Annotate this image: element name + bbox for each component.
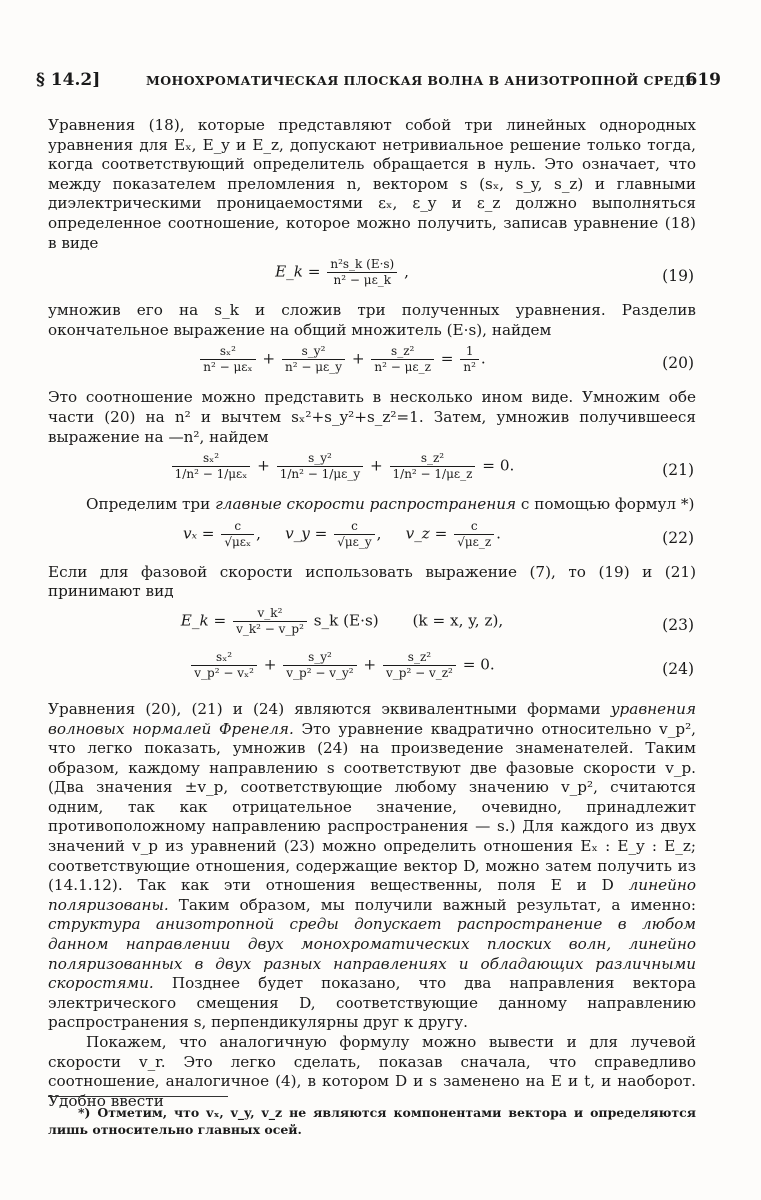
paragraph-2: умножив его на s_k и сложив три полученных уравнения. Разделив окончательное выражение на общий множитель (E·s), найдем <box>48 301 696 339</box>
eq20-t1-den: n² − μεₓ <box>203 360 253 375</box>
eq24-t3-num: s_z² <box>383 650 456 666</box>
eq20-t2-den: n² − με_y <box>284 360 343 375</box>
eq23-number: (23) <box>662 616 694 635</box>
paragraph-3: Это соотношение можно представить в несколько ином виде. Умножим обе части (20) на n² и вычтем sₓ²+s_y²+s_z²=1. Затем, умножив получившееся выражение на —n², найдем <box>48 388 696 446</box>
eq19-number: (19) <box>662 267 694 286</box>
eq23-den: v_k² − v_p² <box>236 621 304 636</box>
eq22-vz: v_z = <box>405 524 448 543</box>
eq22-vx: vₓ = <box>182 524 215 543</box>
page-number: 619 <box>685 70 721 90</box>
eq21-t1-num: sₓ² <box>172 451 251 467</box>
paragraph-6-a: Уравнения (20), (21) и (24) являются эквивалентными формами <box>48 699 611 718</box>
eq24-t1-num: sₓ² <box>191 650 257 666</box>
equation-24: $\frac{\text{sₓ²}}{\text{v\_p² − vₓ²}}$ + $\frac{\text{s\_y²}}{\text{v\_p² − v\_y²}}$ + $\frac{\text{s\_z²}}{\text{v\_p² − v\_z²}}$ = 0. (24) <box>48 650 696 690</box>
eq21-number: (21) <box>662 461 694 480</box>
page-header <box>36 70 721 94</box>
footnote: *) Отметим, что vₓ, v_y, v_z не являются компонентами вектора и определяются лишь относительно главных осей. <box>48 1105 696 1137</box>
equation-20: $\frac{\text{sₓ²}}{\text{n² − μεₓ}}$ + $\frac{\text{s\_y²}}{\text{n² − με\_y}}$ + $\frac{\text{s\_z²}}{\text{n² − με\_z}}$ = $\frac{1}{\text{n²}}$ . (20) <box>48 344 696 384</box>
eq24-t2-den: v_p² − v_y² <box>286 665 354 680</box>
eq21-t3-num: s_z² <box>390 451 476 467</box>
paragraph-6-emphasis-2: линейно поляризованы. <box>48 876 696 914</box>
paragraph-4-emphasis: главные скорости распространения <box>215 495 517 514</box>
paragraph-4-pre: Определим три <box>86 495 216 514</box>
eq20-t1-num: sₓ² <box>200 344 255 360</box>
paragraph-7: Покажем, что аналогичную формулу можно вывести и для лучевой скорости v_r. Это легко сделать, показав сначала, что справедливо соотношение, аналогичное (4), в котором D и s заменено на E и t, и наоборот. Удобно ввести <box>48 1033 696 1110</box>
eq19-tail: , <box>404 262 409 281</box>
eq21-rhs: = 0. <box>482 456 515 475</box>
eq22-number: (22) <box>662 528 694 547</box>
eq22-vx-num: c <box>221 519 254 535</box>
paragraph-5: Если для фазовой скорости использовать выражение (7), то (19) и (21) принимают вид <box>48 562 696 601</box>
eq22-vy: v_y = <box>285 524 328 543</box>
paragraph-6-emphasis-1: уравнения волновых нормалей Френеля. <box>48 699 696 738</box>
paragraph-1: Уравнения (18), которые представляют собой три линейных однородных уравнения для Eₓ, E_y и E_z, допускают нетривиальное решение только тогда, когда соответствующий определитель обращается в нуль. Это означает, что между показателем преломления n, вектором s (sₓ, s_y, s_z) и главными диэлектрическими проницаемостями εₓ, ε_y и ε_z должно выполняться определенное соотношение, которое можно получить, записав уравнение (18) в виде <box>48 116 696 252</box>
eq23-rest: s_k (E·s) <box>313 611 379 630</box>
eq22-vz-num: c <box>454 519 494 535</box>
paragraph-6-emphasis-3: структура анизотропной среды допускает распространение в любом данном направлении двух монохроматических плоских волн, линейно поляризованных в двух разных направлениях и обладающих различными скоростями. <box>48 915 696 993</box>
eq21-t3-den: 1/n² − 1/με_z <box>392 467 473 482</box>
eq24-t3-den: v_p² − v_z² <box>386 665 453 680</box>
eq22-vy-num: c <box>334 519 374 535</box>
equation-23 <box>48 606 696 646</box>
eq20-t3-den: n² − με_z <box>374 360 431 375</box>
eq21-t2-den: 1/n² − 1/με_y <box>279 467 361 482</box>
eq23-lhs: E_k = <box>180 611 227 630</box>
eq22-vz-den: √με_z <box>457 534 492 549</box>
paragraph-4-post: с помощью формул *) <box>516 495 695 514</box>
eq24-t1-den: v_p² − vₓ² <box>194 665 254 680</box>
equation-22: vₓ = $\frac{c}{\text{√μεₓ}}$ , v_y = $\frac{c}{√\mu\varepsilon\_y}$ , v_z = $\frac{c}{√\mu\varepsilon\_z}$ . (22) <box>182 518 694 549</box>
eq19-denominator: n² − με_k <box>333 273 392 288</box>
eq23-num: v_k² <box>233 606 307 622</box>
main-text <box>48 116 696 1111</box>
equation-21: $\frac{\text{sₓ²}}{\text{1/n² − 1/μεₓ}}$ + $\frac{\text{s\_y²}}{\text{1/n² − 1/με\_y}}$ + $\frac{\text{s\_z²}}{\text{1/n² − 1/με\_z}}$ = 0. (21) <box>48 451 696 491</box>
eq20-rhs-den: n² <box>463 360 476 375</box>
eq22-vx-den: √μεₓ <box>224 534 252 549</box>
paragraph-6-c: Таким образом, мы получили важный результат, а именно: <box>168 895 696 914</box>
eq24-rhs: = 0. <box>462 655 495 674</box>
eq24-number: (24) <box>662 660 694 679</box>
eq20-rhs-num: 1 <box>460 344 479 360</box>
paragraph-6-b: Это уравнение квадратично относительно v_p², что легко показать, умножив (24) на произведение знаменателей. Таким образом, каждому направлению s соответствуют две фазовые скорости v_p. (Два значения ±v_p, соответствующие любому значению v_p², считаются одним, так как отрицательное значение, очевидно, принадлежит противоположному направлению распространения — s.) Для каждого из двух значений v_p из уравнений (23) можно определить отношения Eₓ : E_y : E_z; соответствующие отношения, содержащие вектор D, можно затем получить из (14.1.12). Так как эти отношения вещественны, поля E и D <box>48 719 696 895</box>
eq20-t2-num: s_y² <box>282 344 345 360</box>
running-title: МОНОХРОМАТИЧЕСКАЯ ПЛОСКАЯ ВОЛНА В АНИЗОТРОПНОЙ СРЕДЕ <box>146 73 696 88</box>
paragraph-6-d: Позднее будет показано, что два направления вектора электрического смещения D, соответствующие данному направлению распространения s, перпендикулярны друг к другу. <box>48 974 696 1032</box>
eq21-t2-num: s_y² <box>277 451 363 467</box>
section-number: § 14.2] <box>36 70 101 90</box>
eq20-t3-num: s_z² <box>371 344 434 360</box>
footnote-rule <box>48 1096 228 1097</box>
eq21-t1-den: 1/n² − 1/μεₓ <box>174 467 248 482</box>
eq23-condition: (k = x, y, z), <box>412 611 504 630</box>
eq20-number: (20) <box>662 354 694 373</box>
paragraph-6 <box>48 700 696 1033</box>
eq19-numerator: n²s_k (E·s) <box>327 257 397 273</box>
paragraph-4 <box>48 495 696 515</box>
eq19-lhs: E_k = <box>275 262 321 281</box>
equation-19 <box>48 257 696 297</box>
eq24-t2-num: s_y² <box>283 650 356 666</box>
eq22-vy-den: √με_y <box>337 534 372 549</box>
